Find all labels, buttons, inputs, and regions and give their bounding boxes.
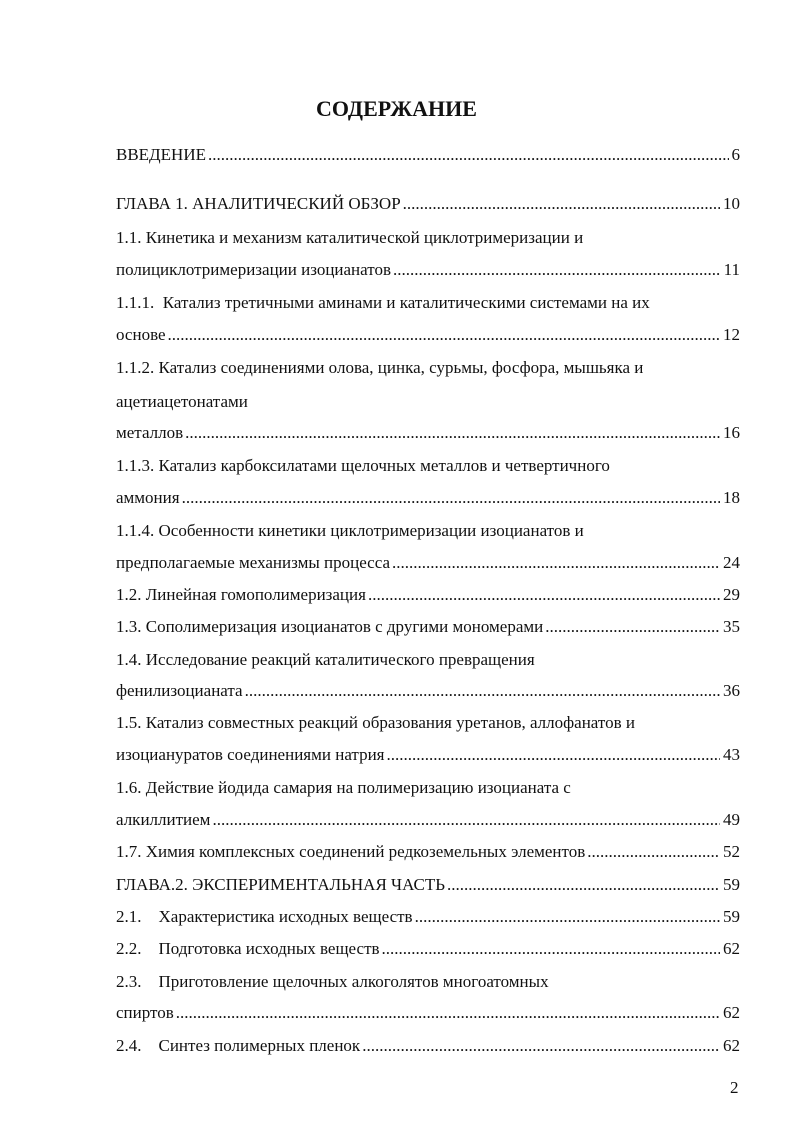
toc-leader xyxy=(382,939,720,959)
toc-leader xyxy=(403,194,720,214)
toc-leader xyxy=(362,1036,720,1056)
toc-entry-text: 2.2. Подготовка исходных веществ xyxy=(116,939,380,958)
toc-entry xyxy=(116,810,740,830)
toc-entry xyxy=(116,1036,740,1056)
toc-entry xyxy=(116,875,740,895)
toc-leader xyxy=(168,325,720,345)
toc-page: 59 xyxy=(723,907,740,926)
toc-entry xyxy=(116,423,740,443)
toc-leader xyxy=(182,488,720,508)
toc-page: 36 xyxy=(723,681,740,700)
toc-entry xyxy=(116,939,740,959)
toc-entry xyxy=(116,617,740,637)
toc-entry xyxy=(116,842,740,862)
toc-page: 52 xyxy=(723,842,740,861)
toc-entry xyxy=(116,745,740,765)
toc-entry-text: 1.7. Химия комплексных соединений редкоземельных элементов xyxy=(116,842,586,861)
toc-leader xyxy=(587,842,720,862)
toc-leader xyxy=(176,1003,720,1023)
toc-entry-text: ГЛАВА 1. АНАЛИТИЧЕСКИЙ ОБЗОР xyxy=(116,194,401,213)
toc-entry-text: ГЛАВА.2. ЭКСПЕРИМЕНТАЛЬНАЯ ЧАСТЬ xyxy=(116,875,446,894)
toc-entry-text: 2.3. Приготовление щелочных алкоголятов многоатомных xyxy=(116,972,549,991)
toc-leader xyxy=(212,810,720,830)
toc-entry-text: 2.4. Синтез полимерных пленок xyxy=(116,1036,361,1055)
toc-entry-text: металлов xyxy=(116,423,184,442)
toc-leader xyxy=(545,617,720,637)
toc-leader xyxy=(393,260,721,280)
toc-leader xyxy=(447,875,720,895)
toc-entry-text: изоциануратов соединениями натрия xyxy=(116,745,385,764)
toc-entry xyxy=(116,488,740,508)
toc-page: 62 xyxy=(723,1003,740,1022)
toc-leader xyxy=(386,745,720,765)
toc-entry-text: фенилизоцианата xyxy=(116,681,243,700)
toc-page: 49 xyxy=(723,810,740,829)
toc-leader xyxy=(245,681,720,701)
toc-entry-text: 1.1.3. Катализ карбоксилатами щелочных металлов и четвертичного xyxy=(116,456,610,475)
toc-page: 35 xyxy=(723,617,740,636)
toc-page: 12 xyxy=(723,325,740,344)
toc-leader xyxy=(392,553,720,573)
toc-entry-text: 1.4. Исследование реакций каталитического превращения xyxy=(116,650,535,669)
toc-page: 6 xyxy=(731,145,740,164)
toc-page: 59 xyxy=(723,875,740,894)
page-title: СОДЕРЖАНИЕ xyxy=(316,96,477,121)
toc-page: 10 xyxy=(723,194,740,213)
toc-page: 11 xyxy=(723,260,740,279)
toc-leader xyxy=(208,145,729,165)
toc-entry-text: 1.2. Линейная гомополимеризация xyxy=(116,585,366,604)
toc-leader xyxy=(368,585,720,605)
toc-entry xyxy=(116,553,740,573)
toc-entry-text: ацетиацетонатами xyxy=(116,392,248,411)
toc-page: 18 xyxy=(723,488,740,507)
toc-entry-text: аммония xyxy=(116,488,180,507)
toc-entry-text: 2.1. Характеристика исходных веществ xyxy=(116,907,413,926)
toc-entry xyxy=(116,194,740,214)
toc-entry-text: спиртов xyxy=(116,1003,174,1022)
toc-entry-text: алкиллитием xyxy=(116,810,211,829)
toc-entry-text: полициклотримеризации изоцианатов xyxy=(116,260,391,279)
toc-entry xyxy=(116,145,740,165)
toc-entry-text: ВВЕДЕНИЕ xyxy=(116,145,206,164)
toc-leader xyxy=(185,423,720,443)
toc-entry xyxy=(116,325,740,345)
toc-page: 16 xyxy=(723,423,740,442)
toc-entry xyxy=(116,585,740,605)
toc-page: 62 xyxy=(723,939,740,958)
toc-entry-text: 1.1.4. Особенности кинетики циклотримеризации изоцианатов и xyxy=(116,521,584,540)
toc-page: 29 xyxy=(723,585,740,604)
toc-entry xyxy=(116,260,740,280)
toc-entry xyxy=(116,907,740,927)
toc-entry-text: 1.1.2. Катализ соединениями олова, цинка, сурьмы, фосфора, мышьяка и xyxy=(116,358,644,377)
toc-page: 62 xyxy=(723,1036,740,1055)
toc-entry-text: предполагаемые механизмы процесса xyxy=(116,553,391,572)
toc-entry-text: 1.1.1. Катализ третичными аминами и каталитическими системами на их xyxy=(116,293,650,312)
toc-entry-text: 1.5. Катализ совместных реакций образования уретанов, аллофанатов и xyxy=(116,713,635,732)
toc-entry-text: 1.3. Сополимеризация изоцианатов с другими мономерами xyxy=(116,617,544,636)
toc-entry xyxy=(116,1003,740,1023)
toc-entry-text: 1.6. Действие йодида самария на полимеризацию изоцианата с xyxy=(116,778,571,797)
toc-entry-text: 1.1. Кинетика и механизм каталитической циклотримеризации и xyxy=(116,228,584,247)
page-number: 2 xyxy=(730,1078,739,1097)
toc-entry-text: основе xyxy=(116,325,166,344)
toc-entry xyxy=(116,681,740,701)
toc-page: 43 xyxy=(723,745,740,764)
toc-leader xyxy=(415,907,720,927)
toc-page: 24 xyxy=(723,553,740,572)
